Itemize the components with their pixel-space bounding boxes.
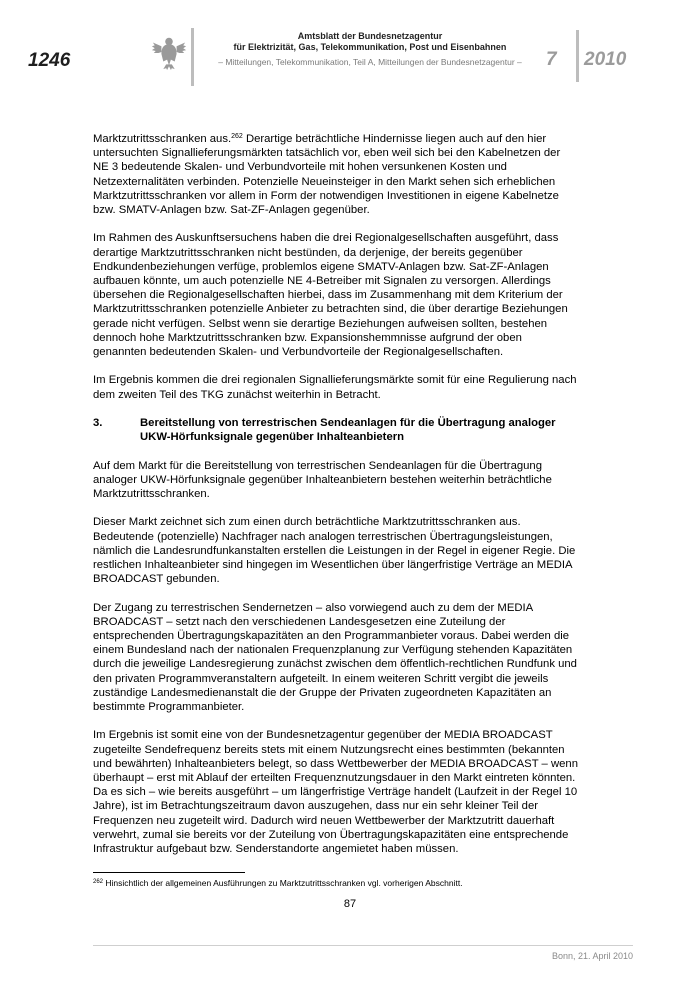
- paragraph-7: Im Ergebnis ist somit eine von der Bundesnetzagentur gegenüber der MEDIA BROADCAST zugeteilte Sendefrequenz bereits stets mit einem Nutzungsrecht eines bestimmten (bekannten und bewährten) Inhalteanbieters belegt, so dass Wettbewerber der MEDIA BROADCAST – wenn überhaupt – erst mit Ablauf der erteilten Frequenznutzungsdauer in den Markt eintreten könnten. Da es sich – wie bereits ausgeführt – um längerfristige Verträge handelt (Laufzeit in der Regel 10 Jahre), ist im Betrachtungszeitraum davon auszugehen, dass nur ein sehr kleiner Teil der Frequenzen neu zugeteilt wird. Dadurch wird neuen Wettbewerber der Marktzutritt dauerhaft verwehrt, zumal sie bereits vor der Zuteilung von Übertragungskapazitäten eine entsprechende Infrastruktur aufgebaut bzw. Senderstandorte angemietet haben müssen.: [93, 729, 578, 856]
- paragraph-5: Dieser Markt zeichnet sich zum einen durch beträchtliche Marktzutrittsschranken aus. Bedeutende (potenzielle) Nachfrager nach analogen terrestrischen Übertragungsleistungen, nämlich die Landesrundfunkanstalten erstellen die Leistungen in der Regel in eigener Regie. Die restlichen Inhalteanbieter sind hingegen im Wesentlichen über längerfristige Verträge an MEDIA BROADCAST gebunden.: [93, 516, 576, 586]
- federal-eagle-icon: [150, 33, 188, 71]
- paragraph-1-start: Marktzutrittsschranken aus.: [93, 133, 232, 145]
- publication-subtitle: für Elektrizität, Gas, Telekommunikation, Post und Eisenbahnen: [233, 42, 507, 52]
- paragraph-2: Im Rahmen des Auskunftsersuchens haben die drei Regionalgesellschaften ausgeführt, dass derartige Marktzutrittsschranken nicht bestünden, da derjenige, der bereits gegenüber Endkundenbeziehungen verfüge, problemlos eigene SMATV-Anlagen bzw. Sat-ZF-Anlagen aufbauen könnte, um auch potenzielle NE 4-Betreiber mit Signalen zu versorgen. Allerdings übersehen die Regionalgesellschaften hierbei, dass im Zusammenhang mit dem Kriterium der Marktzutrittsschranken potenzielle Anbieter zu betrachten sind, die über derartige Beziehungen gerade nicht verfügen. Selbst wenn sie derartige Beziehungen aufweisen sollten, bestehen dennoch hohe Marktzutrittsschranken bzw. Expansionshemmnisse aufgrund der oben genannten bedeutenden Skalen- und Verbundvorteile der Regionalgesellschaften.: [93, 232, 568, 359]
- publication-section: – Mitteilungen, Telekommunikation, Teil A, Mitteilungen der Bundesnetzagentur –: [218, 57, 522, 67]
- footer-date: Bonn, 21. April 2010: [551, 951, 633, 961]
- header-divider-right: [576, 30, 579, 82]
- issue-year: 2010: [584, 49, 627, 70]
- footnote-ref: 262: [231, 133, 243, 140]
- footnote: [93, 878, 593, 889]
- paragraph-1: [93, 132, 578, 217]
- section-heading: [93, 416, 578, 444]
- section-number: 3.: [93, 417, 103, 430]
- header-divider-left: [191, 28, 194, 86]
- section-title: Bereitstellung von terrestrischen Sendeanlagen für die Übertragung analoger UKW-Hörfunksignale gegenüber Inhalteanbietern: [140, 417, 556, 444]
- footnote-text: Hinsichtlich der allgemeinen Ausführungen zu Marktzutrittsschranken vgl. vorherigen Abschnitt.: [103, 878, 463, 888]
- footnote-number: 262: [93, 879, 104, 885]
- body-text: [93, 132, 578, 870]
- paragraph-1-rest: Derartige beträchtliche Hindernisse liegen auch auf den hier untersuchten Signallieferungsmärkten tatsächlich vor, eben weil sich bei den Kabelnetzen der NE 3 bedeutende Skalen- und Verbundvorteile mit hohen versunkenen Kosten und Netzexternalitäten verbinden. Potenzielle Neueinsteiger in den Markt sehen sich erheblichen Marktzutrittsschranken vor allem in Form der notwendigen Investitionen in eigene Kabelnetze bzw. SMATV-Anlagen bzw. Sat-ZF-Anlagen gegenüber.: [93, 133, 561, 217]
- paragraph-4: Auf dem Markt für die Bereitstellung von terrestrischen Sendeanlagen für die Übertragung analoger UKW-Hörfunksignale gegenüber Inhalteanbietern bestehen weiterhin beträchtliche Marktzutrittsschranken.: [93, 459, 552, 501]
- publication-title: Amtsblatt der Bundesnetzagentur: [297, 31, 443, 41]
- footer-divider: [93, 945, 633, 946]
- footnote-divider: [93, 872, 245, 873]
- page-number-bottom: 87: [343, 898, 357, 910]
- page-number: 1246: [28, 50, 71, 71]
- paragraph-6: Der Zugang zu terrestrischen Sendernetzen – also vorwiegend auch zu dem der MEDIA BROADCAST – setzt nach den verschiedenen Landesgesetzen eine Zuteilung der entsprechenden Übertragungskapazitäten an den Programmanbieter voraus. Dabei werden die einem Bundesland nach der nationalen Frequenzplanung zur Verfügung stehenden Kapazitäten durch die jeweilige Landesregierung zunächst zwischen dem öffentlich-rechtlichen Rundfunk und den privaten Programmveranstaltern aufgeteilt. In einem weiteren Schritt vergibt die jeweils zuständige Landesmedienanstalt die der Gruppe der Privaten zugeordneten Kapazitäten an bestimmte Programmanbieter.: [93, 601, 577, 714]
- paragraph-3: Im Ergebnis kommen die drei regionalen Signallieferungsmärkte somit für eine Regulierung nach dem zweiten Teil des TKG zunächst weiterhin in Betracht.: [93, 374, 577, 401]
- issue-number: 7: [546, 49, 557, 70]
